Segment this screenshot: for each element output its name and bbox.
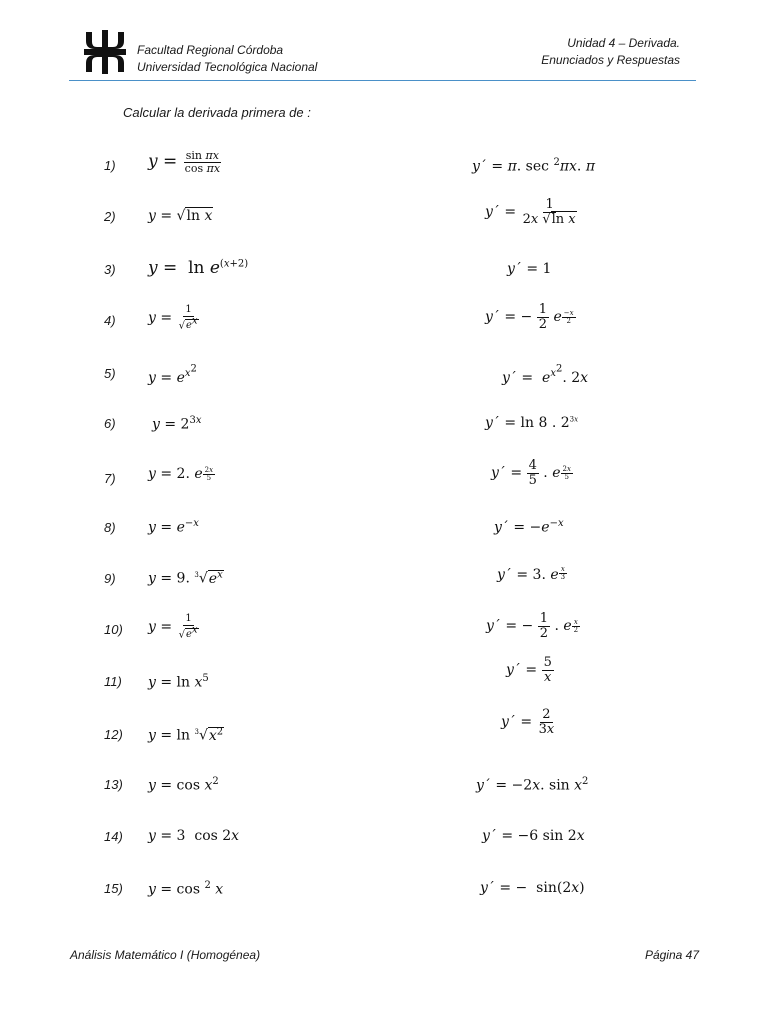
function-expression: $y = e^{-x}$ xyxy=(148,518,199,536)
function-expression: $y = \ln e^{(x+2)}$ xyxy=(148,258,249,278)
page-number: Página 47 xyxy=(644,948,699,962)
function-expression: $y = \cos x^2$ xyxy=(148,776,219,794)
function-expression: y = √ln x xyxy=(148,208,213,224)
function-expression: $y = \ln x^5$ xyxy=(148,673,209,691)
derivative-answer: y´ = −2x. $\sin x^2$ xyxy=(476,776,589,794)
course-name: Análisis Matemático I (Homogénea) xyxy=(70,948,261,962)
exercise-number: 15) xyxy=(104,881,123,896)
derivative-answer: y´ = − $\frac{1}{2}$ e $\frac{-x}{2}$ xyxy=(485,302,574,332)
exercise-number: 5) xyxy=(104,366,116,381)
exercise-number: 7) xyxy=(104,471,116,486)
exercise-number: 8) xyxy=(104,520,116,535)
function-expression: y = $\frac{1}{√e^x}$ xyxy=(148,613,198,640)
utn-logo xyxy=(84,30,126,74)
unit-subtitle: Enunciados y Respuestas xyxy=(541,53,680,67)
instruction-text: Calcular la derivada primera de : xyxy=(123,105,311,120)
function-expression: y = $\frac{1}{√e^x}$ xyxy=(148,304,198,331)
exercise-number: 10) xyxy=(104,622,123,637)
exercise-number: 4) xyxy=(104,313,116,328)
faculty-name: Facultad Regional Córdoba xyxy=(137,43,284,57)
derivative-answer: y´ = $e^{x^2}$. 2x xyxy=(502,364,589,386)
function-expression: $y = \ln ^3√x^2$ xyxy=(148,726,224,744)
exercise-number: 12) xyxy=(104,727,123,742)
function-expression: y = 3 cos 2x xyxy=(148,828,240,844)
exercise-number: 13) xyxy=(104,777,123,792)
exercise-number: 11) xyxy=(104,674,122,689)
function-expression: y = 2. e $\frac{2x}{5}$ xyxy=(148,466,214,483)
function-expression: y = cos $^2$ x xyxy=(148,880,224,898)
function-expression: y = 9. $^3√e^x$ xyxy=(148,569,223,587)
derivative-answer: y´ = 1 xyxy=(507,261,552,277)
derivative-answer: y´ = $\frac{2}{3x}$ xyxy=(501,707,555,737)
derivative-answer: y´ = $\frac{4}{5}$ . e $\frac{2x}{5}$ xyxy=(491,458,571,488)
exercise-number: 2) xyxy=(104,209,116,224)
derivative-answer: y´ = −6 sin 2x xyxy=(482,828,585,844)
unit-title: Unidad 4 – Derivada. xyxy=(567,36,680,50)
derivative-answer: y´ = 3. e $\frac{x}{3}$ xyxy=(497,565,566,583)
exercise-number: 14) xyxy=(104,829,123,844)
derivative-answer: y´ = $-e^{-x}$ xyxy=(494,518,564,536)
derivative-answer: y´ = ln 8 . $2^{3x}$ xyxy=(485,415,579,431)
exercise-number: 1) xyxy=(104,158,116,173)
derivative-answer: y´ = $\frac{1}{\text{2x √ln x}}$ xyxy=(485,197,576,227)
derivative-answer: y´ = π. sec $^2$πx. π xyxy=(472,157,596,175)
function-expression: $y = e^{x^2}$ xyxy=(148,364,197,386)
university-name: Universidad Tecnológica Nacional xyxy=(137,60,318,74)
function-expression: $y = 2^{3x}$ xyxy=(152,415,202,433)
function-expression: y = $\frac{\text{sin πx}}{\text{cos πx}}$ xyxy=(148,149,221,175)
derivative-answer: y´ = − $\frac{1}{2}$ . e $\frac{x}{2}$ xyxy=(486,611,579,641)
exercise-number: 9) xyxy=(104,571,116,586)
derivative-answer: y´ = $\frac{5}{x}$ xyxy=(506,655,552,685)
derivative-answer: y´ = − sin(2x) xyxy=(480,880,585,896)
exercise-number: 3) xyxy=(104,262,116,277)
exercise-number: 6) xyxy=(104,416,116,431)
header-divider xyxy=(69,80,696,81)
